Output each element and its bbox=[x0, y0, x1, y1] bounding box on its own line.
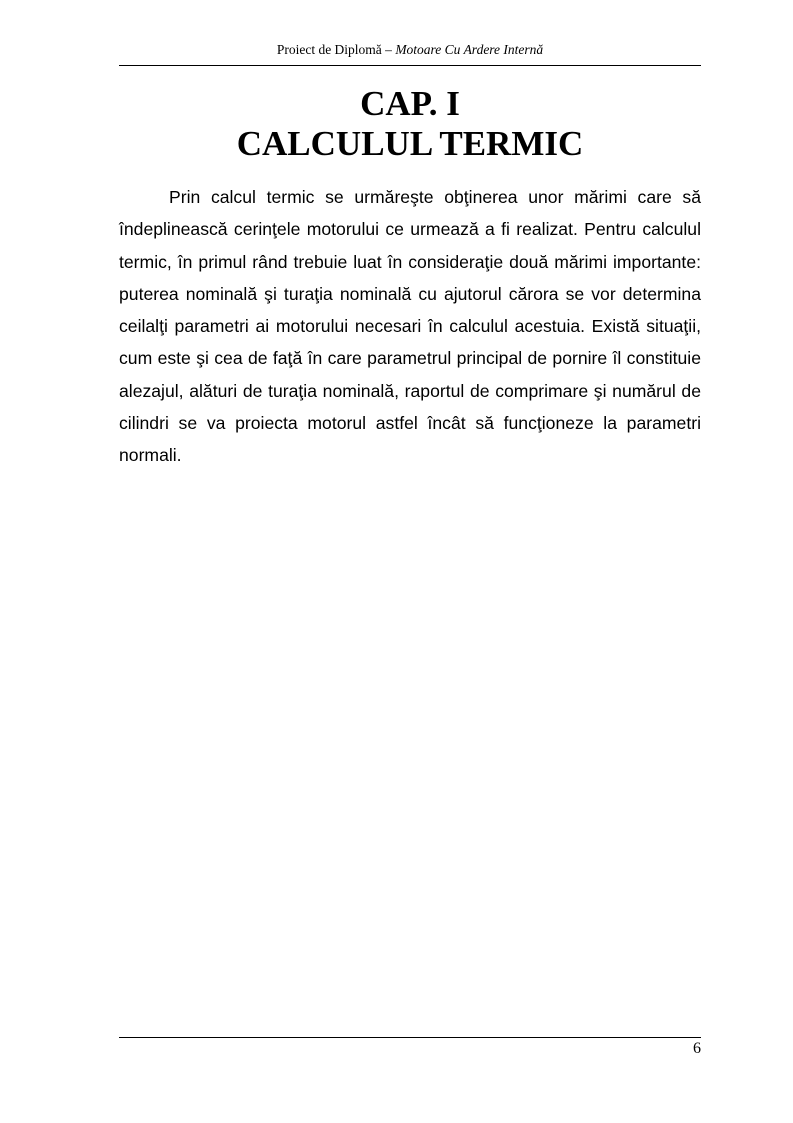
page-number: 6 bbox=[693, 1040, 701, 1057]
footer-divider bbox=[119, 1037, 701, 1038]
body-paragraph: Prin calcul termic se urmăreşte obţinerea unor mărimi care să îndeplinească cerinţele motorului ce urmează a fi realizat. Pentru calculul termic, în primul rând trebuie luat în consideraţie două mărimi importante: puterea nominală şi turaţia nominală cu ajutorul cărora se vor determina ceilalţi parametri ai motorului necesari în calculul acestuia. Există situaţii, cum este şi cea de faţă în care parametrul principal de pornire îl constituie alezajul, alături de turaţia nominală, raportul de comprimare şi numărul de cilindri se va proiecta motorul astfel încât să funcţioneze la parametri normali. bbox=[119, 187, 701, 466]
chapter-title: CALCULUL TERMIC bbox=[236, 124, 584, 163]
page-header bbox=[119, 40, 701, 66]
header-project-label: Proiect de Diplomă – bbox=[276, 42, 392, 57]
chapter-heading bbox=[119, 84, 701, 164]
header-project-title: Motoare Cu Ardere Internă bbox=[395, 42, 544, 57]
chapter-number: CAP. I bbox=[360, 84, 460, 123]
